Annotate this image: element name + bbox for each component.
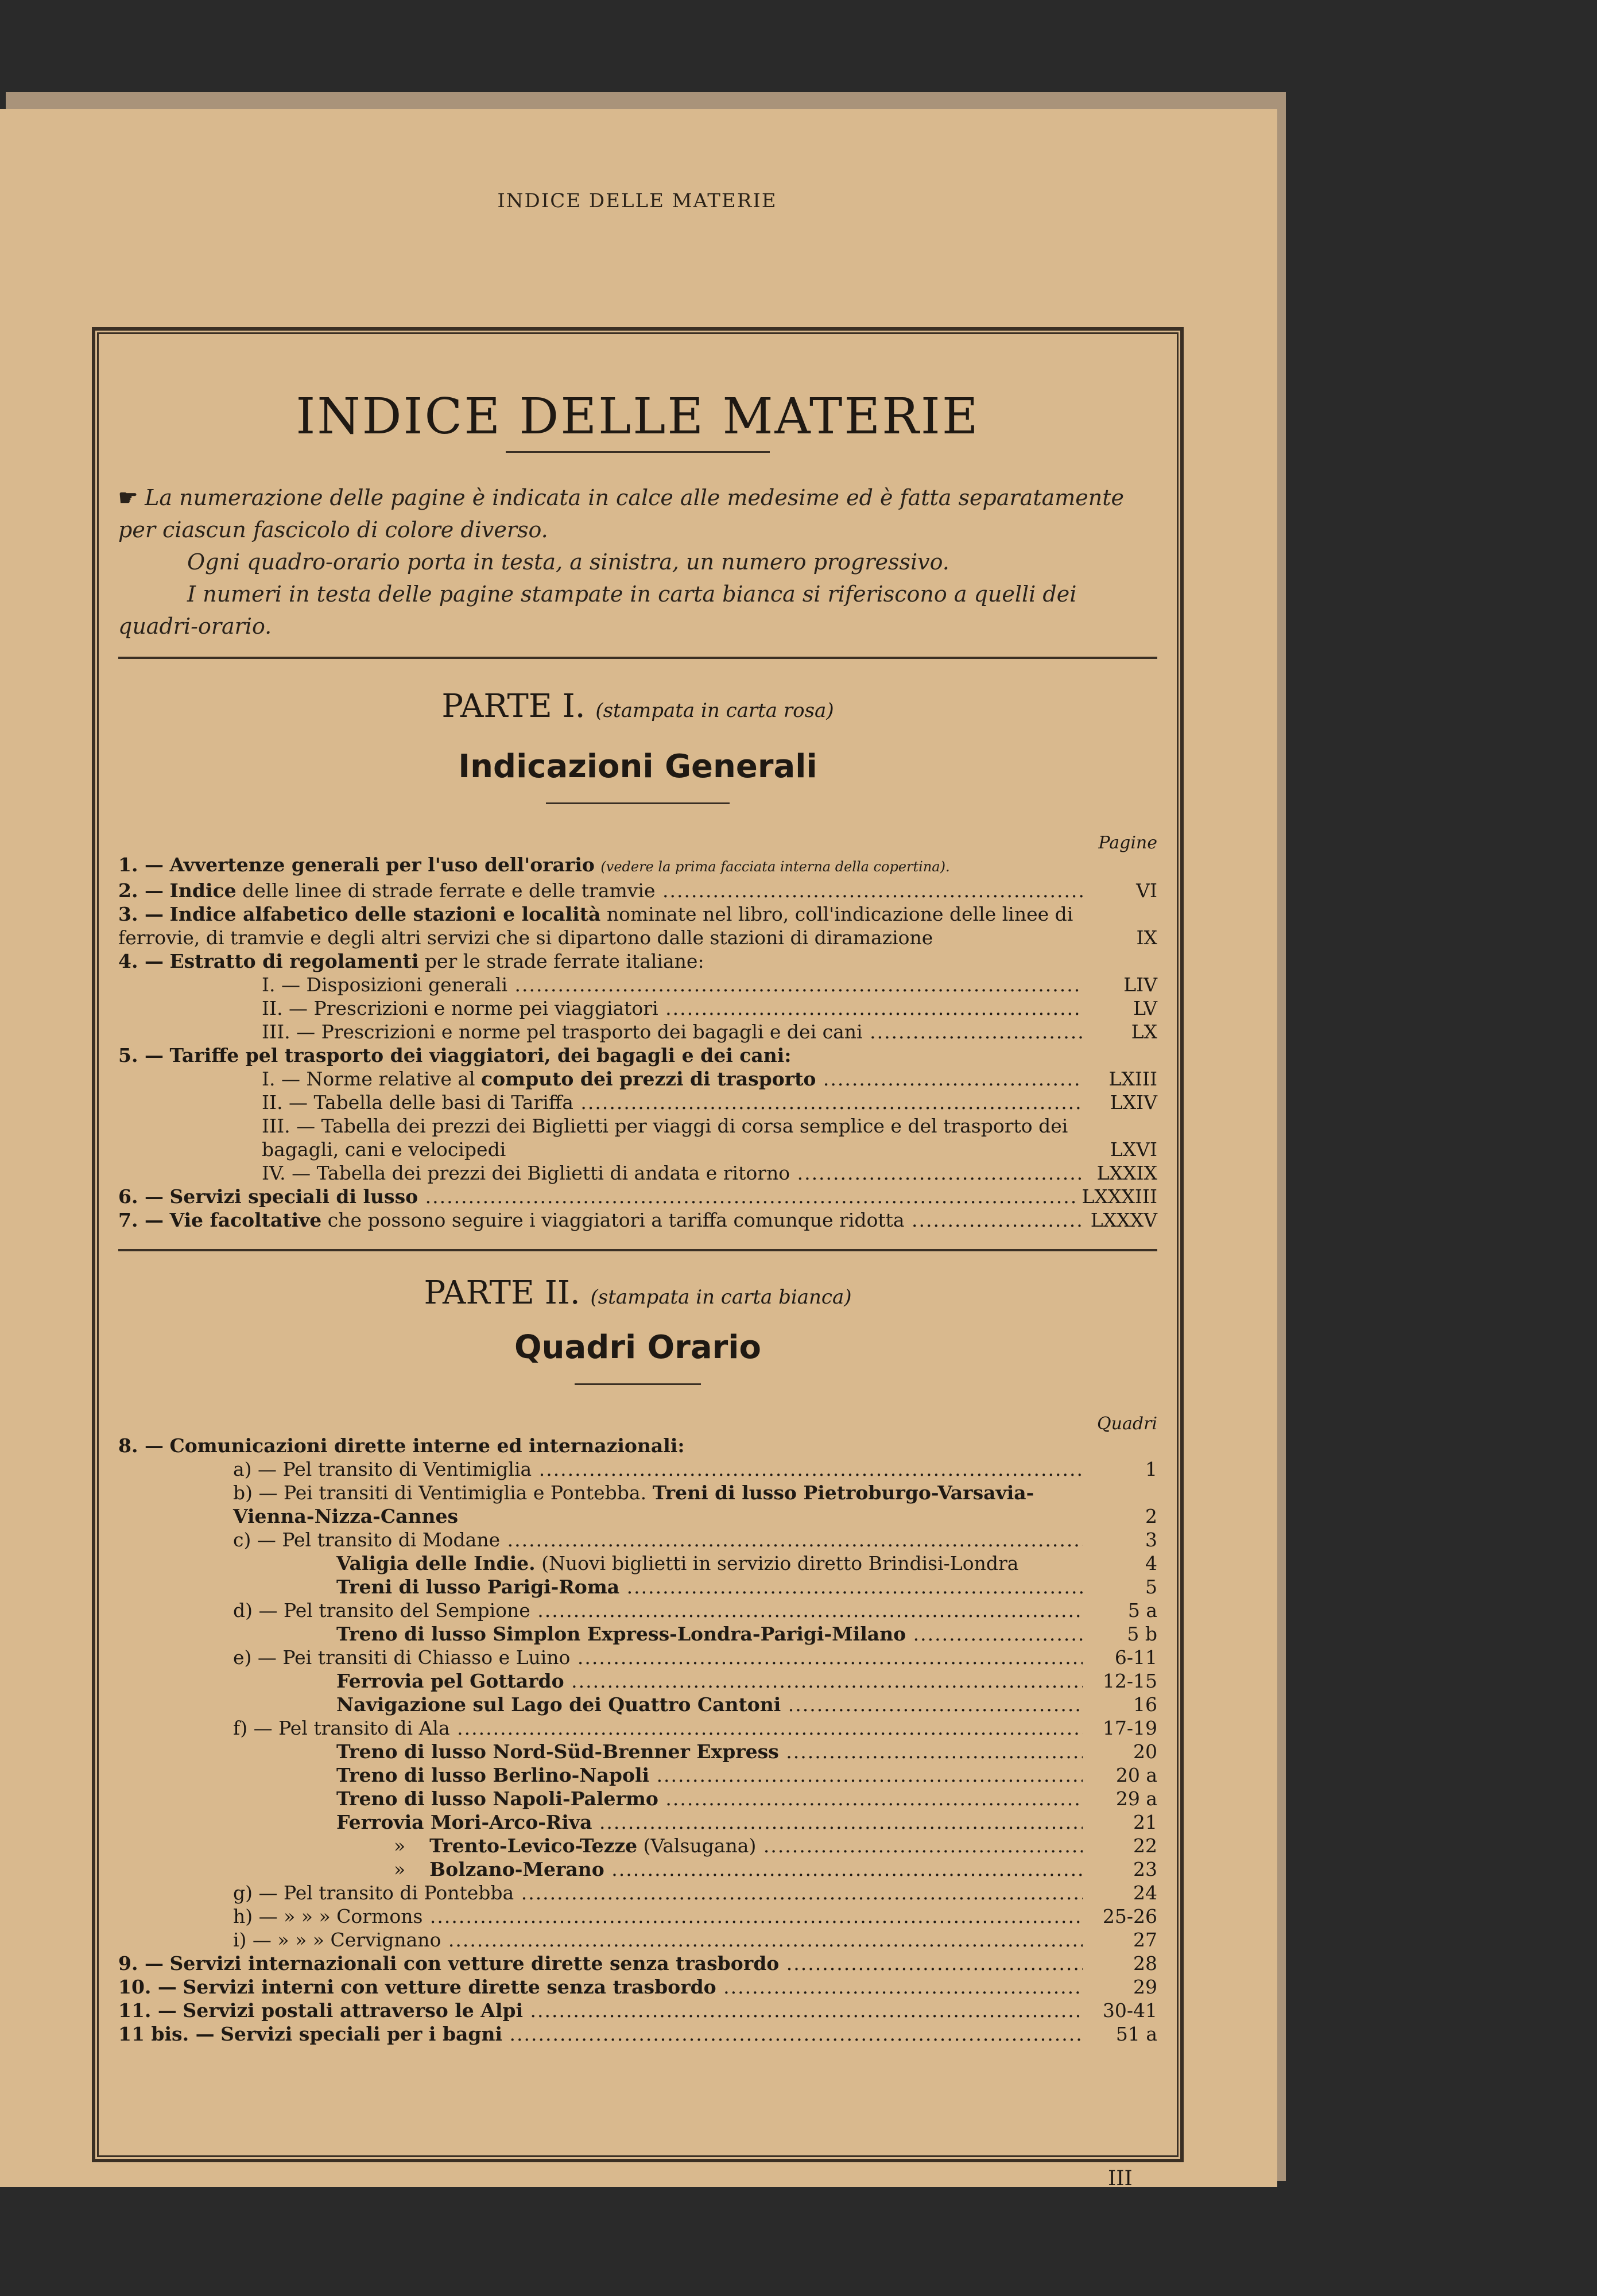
title-rule (506, 451, 770, 453)
entry-title: Servizi interni con vetture dirette senza trasbordo (183, 1976, 716, 1998)
toc-subentry[interactable] (118, 1091, 1157, 1114)
entry-title: Treno di lusso Berlino-Napoli (336, 1764, 650, 1786)
toc-subentry[interactable] (118, 1857, 1157, 1881)
part-2-rule (575, 1383, 701, 1385)
entry-text: a) — Pel transito di Ventimiglia ..... (233, 1457, 1083, 1481)
section-divider (118, 657, 1157, 659)
entry-title: Ferrovia pel Gottardo (336, 1670, 564, 1692)
toc-subentry[interactable] (118, 1622, 1157, 1646)
entry-number: 4. — (118, 950, 164, 972)
entry-title: Bolzano-Merano (429, 1858, 604, 1880)
toc-entry-9[interactable] (118, 1952, 1157, 1975)
entry-page: LIV (1123, 974, 1157, 996)
entry-number: 3. — (118, 903, 164, 925)
entry-number: 7. — (118, 1209, 164, 1231)
toc-subentry[interactable] (118, 1787, 1157, 1810)
toc-entry-3[interactable] (118, 902, 1157, 949)
toc-entry-11bis[interactable] (118, 2022, 1157, 2046)
entry-text: delle linee di strade ferrate e delle tramvie (242, 879, 656, 902)
entry-page: 23 (1133, 1858, 1157, 1880)
entry-page: LXXXIII (1082, 1185, 1157, 1208)
entry-page: LXXXV (1090, 1209, 1157, 1231)
entry-title: Trento-Levico-Tezze (429, 1835, 638, 1857)
part-1-subtitle: (stampata in carta rosa) (595, 699, 834, 722)
entry-page: 25-26 (1102, 1905, 1157, 1927)
entry-text: i) — » » » Cervignano ..... (233, 1928, 1083, 1952)
toc-subentry[interactable] (118, 1161, 1157, 1185)
toc-subentry[interactable] (118, 1834, 1157, 1857)
toc-entry-1[interactable] (118, 853, 1157, 879)
toc-subentry[interactable] (118, 1716, 1157, 1740)
toc-subentry[interactable] (118, 996, 1157, 1020)
toc-subentry[interactable] (118, 1740, 1157, 1763)
entry-page: LXIV (1110, 1091, 1157, 1114)
entry-title: Indice (169, 879, 237, 902)
content-frame (92, 327, 1184, 2162)
entry-text: IV. — Tabella dei prezzi dei Biglietti di andata e ritorno ..... (262, 1161, 1083, 1185)
entry-page: 21 (1133, 1811, 1157, 1833)
toc-subentry[interactable] (118, 1928, 1157, 1952)
part-1-title: Indicazioni Generali (458, 748, 817, 785)
toc-subentry[interactable] (118, 1669, 1157, 1693)
entry-page: 29 a (1115, 1787, 1157, 1810)
entry-page: 20 (1133, 1740, 1157, 1763)
entry-number: 9. — (118, 1952, 164, 1975)
entry-number: 11. — (118, 1999, 177, 2022)
entry-page: 4 (1145, 1552, 1157, 1574)
toc-subentry[interactable] (118, 1481, 1157, 1528)
entry-page: VI (1136, 879, 1157, 902)
entry-text: I. — Norme relative al (262, 1068, 475, 1090)
entry-text: per le strade ferrate italiane: (424, 950, 704, 972)
intro-note-1: La numerazione delle pagine è indicata in calce alle medesime ed è fatta separatamente per ciascun fascicolo di colore diverso. (118, 485, 1125, 542)
entry-title: Servizi speciali per i bagni (220, 2023, 503, 2045)
pages-column-header: Pagine (1098, 833, 1157, 853)
part-1-heading (118, 688, 1157, 725)
toc-entry-2[interactable] (118, 879, 1157, 902)
part-1-label: PARTE I. (441, 688, 586, 725)
entry-page: 51 a (1115, 2023, 1157, 2045)
entry-number: 2. — (118, 879, 164, 902)
entry-text: (Nuovi biglietti in servizio diretto Brindisi-Londra (541, 1552, 1019, 1574)
quadri-column-header: Quadri (1097, 1414, 1157, 1434)
book-page (0, 109, 1277, 2190)
toc-subentry[interactable] (118, 1881, 1157, 1905)
ditto-mark: » (394, 1835, 406, 1857)
page-number: III (1108, 2167, 1133, 2190)
entry-text: f) — Pel transito di Ala ..... (233, 1716, 1083, 1740)
entry-title: Vie facoltative (169, 1209, 322, 1231)
part-2-label: PARTE II. (424, 1274, 580, 1312)
entry-page: 30-41 (1102, 1999, 1157, 2022)
entry-page: LXVI (1110, 1138, 1157, 1161)
entry-title: Avvertenze generali per l'uso dell'orario (169, 854, 595, 876)
entry-page: 27 (1133, 1929, 1157, 1951)
entry-text: e) — Pei transiti di Chiasso e Luino ..... (233, 1646, 1083, 1669)
entry-page: 12-15 (1102, 1670, 1157, 1692)
entry-page: 5 b (1127, 1623, 1157, 1645)
part-2-heading (118, 1274, 1157, 1312)
toc-subentry[interactable] (118, 1457, 1157, 1481)
entry-number: 1. — (118, 854, 164, 876)
entry-title: Treno di lusso Simplon Express-Londra-Parigi-Milano (336, 1623, 906, 1645)
part-2-title: Quadri Orario (514, 1329, 761, 1366)
entry-text: III. — Prescrizioni e norme pel trasporto dei bagagli e dei cani ..... (262, 1020, 1083, 1044)
entry-text: II. — Prescrizioni e norme pei viaggiatori ..... (262, 996, 1083, 1020)
section-divider (118, 1249, 1157, 1251)
toc-subentry[interactable] (118, 1599, 1157, 1622)
entry-page: IX (1136, 926, 1157, 949)
entry-page: 24 (1133, 1882, 1157, 1904)
entry-text: c) — Pel transito di Modane ..... (233, 1528, 1083, 1552)
part-2-subtitle: (stampata in carta bianca) (590, 1286, 852, 1309)
entry-text: nominate nel libro, coll'indicazione delle linee di ferrovie, di tramvie e degli altri servizi che si dipartono dalle stazioni di diramazione (118, 903, 1073, 949)
entry-page: LXXIX (1096, 1162, 1157, 1184)
intro-notes (118, 482, 1157, 642)
toc-subentry[interactable] (118, 1067, 1157, 1091)
entry-page: 17-19 (1102, 1717, 1157, 1739)
toc-subentry[interactable] (118, 1693, 1157, 1716)
entry-title: Treno di lusso Napoli-Palermo (336, 1787, 658, 1810)
toc-entry-6[interactable] (118, 1185, 1157, 1208)
entry-title: Treni di lusso Pietroburgo-Varsavia-Vienna-Nizza-Cannes (233, 1481, 1034, 1527)
entry-number: 5. — (118, 1044, 164, 1066)
toc-subentry[interactable] (118, 1552, 1157, 1575)
toc-entry-8[interactable] (118, 1434, 1157, 1457)
entry-page: LXIII (1108, 1068, 1157, 1090)
toc-subentry[interactable] (118, 1575, 1157, 1599)
toc-entry-11[interactable] (118, 1999, 1157, 2022)
entry-text: III. — Tabella dei prezzi dei Biglietti per viaggi di corsa semplice e del trasporto dei bagagli, cani e velocipedi (262, 1115, 1068, 1161)
toc-entry-4[interactable] (118, 949, 1157, 973)
entry-title: Treni di lusso Parigi-Roma (336, 1576, 620, 1598)
entry-title: Servizi speciali di lusso (169, 1185, 418, 1208)
entry-title: Ferrovia Mori-Arco-Riva (336, 1811, 592, 1833)
entry-text: che possono seguire i viaggiatori a tariffa comunque ridotta (327, 1209, 905, 1231)
entry-page: 6-11 (1114, 1646, 1157, 1669)
entry-number: 6. — (118, 1185, 164, 1208)
entry-page: 16 (1133, 1693, 1157, 1716)
entry-title: Navigazione sul Lago dei Quattro Cantoni (336, 1693, 781, 1716)
ditto-mark: » (394, 1858, 406, 1880)
entry-text: I. — Disposizioni generali ..... (262, 973, 1083, 996)
entry-note: (vedere la prima facciata interna della copertina). (600, 859, 950, 875)
toc-subentry[interactable] (118, 1020, 1157, 1044)
entry-title: Treno di lusso Nord-Süd-Brenner Express (336, 1740, 779, 1763)
toc-subentry[interactable] (118, 1763, 1157, 1787)
entry-page: 29 (1133, 1976, 1157, 1998)
entry-text: d) — Pel transito del Sempione ..... (233, 1599, 1083, 1622)
entry-number: 10. — (118, 1976, 177, 1998)
entry-text: g) — Pel transito di Pontebba ..... (233, 1881, 1083, 1905)
entry-page: LV (1133, 997, 1157, 1019)
toc-subentry[interactable] (118, 1528, 1157, 1552)
toc-subentry[interactable] (118, 1905, 1157, 1928)
toc-subentry[interactable] (118, 1810, 1157, 1834)
running-head: INDICE DELLE MATERIE (497, 189, 777, 212)
entry-page: LX (1131, 1021, 1157, 1043)
entry-text: b) — Pei transiti di Ventimiglia e Pontebba. (233, 1481, 647, 1504)
part-1-rule (546, 802, 730, 804)
entry-page: 5 a (1127, 1599, 1157, 1622)
toc-subentry[interactable] (118, 1646, 1157, 1669)
entry-page: 2 (1145, 1505, 1157, 1527)
entry-page: 5 (1145, 1576, 1157, 1598)
entry-page: 22 (1133, 1835, 1157, 1857)
entry-page: 20 a (1115, 1764, 1157, 1786)
entry-page: 1 (1145, 1458, 1157, 1480)
page-title: INDICE DELLE MATERIE (296, 388, 980, 445)
entry-title: Valigia delle Indie. (336, 1552, 536, 1574)
toc-entry-5[interactable] (118, 1044, 1157, 1067)
entry-title: Indice alfabetico delle stazioni e località (169, 903, 601, 925)
entry-title: Servizi internazionali con vetture dirette senza trasbordo (169, 1952, 780, 1975)
entry-number: 11 bis. — (118, 2023, 215, 2045)
toc-entry-7[interactable] (118, 1208, 1157, 1232)
intro-note-3: I numeri in testa delle pagine stampate in carta bianca si riferiscono a quelli dei quadri-orario. (118, 581, 1077, 639)
pointing-hand-icon: ☛ (118, 484, 138, 510)
entry-title: Servizi postali attraverso le Alpi (183, 1999, 523, 2022)
entry-number: 8. — (118, 1434, 164, 1457)
entry-page: 28 (1133, 1952, 1157, 1975)
entry-page: 3 (1145, 1529, 1157, 1551)
entry-title: Estratto di regolamenti (169, 950, 419, 972)
intro-note-2: Ogni quadro-orario porta in testa, a sinistra, un numero progressivo. (187, 549, 949, 575)
entry-title: Tariffe pel trasporto dei viaggiatori, dei bagagli e dei cani: (169, 1044, 792, 1066)
toc-entry-10[interactable] (118, 1975, 1157, 1999)
entry-text: h) — » » » Cormons ..... (233, 1905, 1083, 1928)
entry-text: II. — Tabella delle basi di Tariffa ..... (262, 1091, 1083, 1114)
entry-title: computo dei prezzi di trasporto (481, 1068, 816, 1090)
toc-subentry[interactable] (118, 973, 1157, 996)
toc-subentry[interactable] (118, 1114, 1157, 1161)
entry-text: (Valsugana) (643, 1835, 757, 1857)
entry-title: Comunicazioni dirette interne ed internazionali: (169, 1434, 685, 1457)
